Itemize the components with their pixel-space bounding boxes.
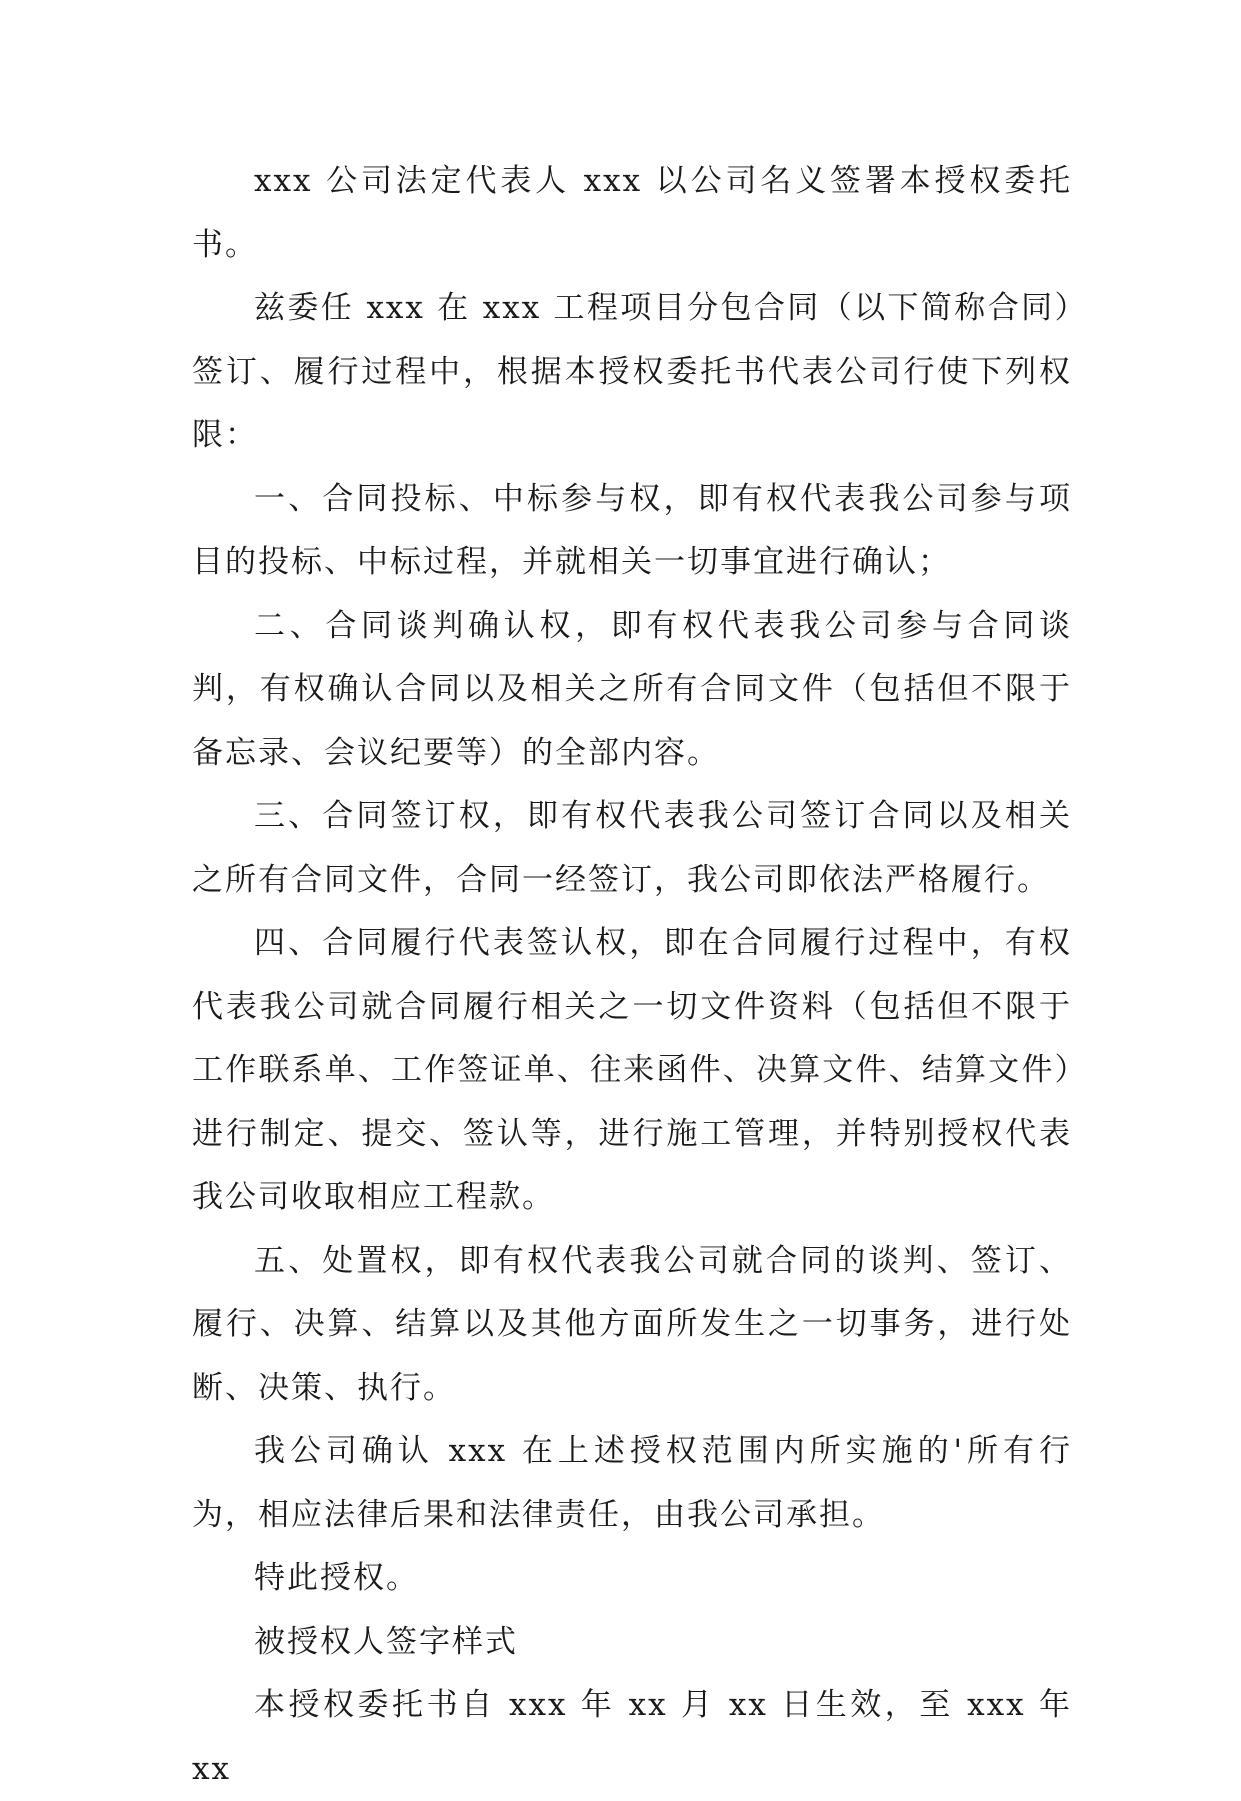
paragraph-issuer: xxx 公司法定代表人 xxx 以公司名义签署本授权委托书。 (192, 163, 1072, 263)
paragraph-bidding-right: 一、合同投标、中标参与权，即有权代表我公司参与项目的投标、中标过程，并就相关一切事宜进行确认； (192, 480, 1072, 580)
paragraph-appointment: 兹委任 xxx 在 xxx 工程项目分包合同（以下简称合同）签订、履行过程中，根据本授权委托书代表公司行使下列权限： (192, 290, 1072, 453)
paragraph-hereby-authorized: 特此授权。 (254, 1560, 419, 1596)
paragraph-performance-right: 四、合同履行代表签认权，即在合同履行过程中，有权代表我公司就合同履行相关之一切文件资料（包括但不限于工作联系单、工作签证单、往来函件、决算文件、结算文件）进行制定、提交、签认等，进行施工管理，并特别授权代表我公司收取相应工程款。 (192, 925, 1072, 1215)
paragraph-confirmation: 我公司确认 xxx 在上述授权范围内所实施的'所有行为，相应法律后果和法律责任，由我公司承担。 (192, 1433, 1072, 1533)
paragraph-signature-sample: 被授权人签字样式 (254, 1623, 518, 1660)
paragraph-validity: 本授权委托书自 xxx 年 xx 月 xx 日生效，至 xxx 年 xx (192, 1687, 1072, 1787)
paragraph-signing-right: 三、合同签订权，即有权代表我公司签订合同以及相关之所有合同文件，合同一经签订，我公司即依法严格履行。 (192, 798, 1072, 898)
paragraph-disposal-right: 五、处置权，即有权代表我公司就合同的谈判、签订、履行、决算、结算以及其他方面所发生之一切事务，进行处断、决策、执行。 (192, 1242, 1072, 1406)
document-body (192, 150, 1072, 1801)
paragraph-negotiation-right: 二、合同谈判确认权，即有权代表我公司参与合同谈判，有权确认合同以及相关之所有合同文件（包括但不限于备忘录、会议纪要等）的全部内容。 (192, 607, 1072, 771)
